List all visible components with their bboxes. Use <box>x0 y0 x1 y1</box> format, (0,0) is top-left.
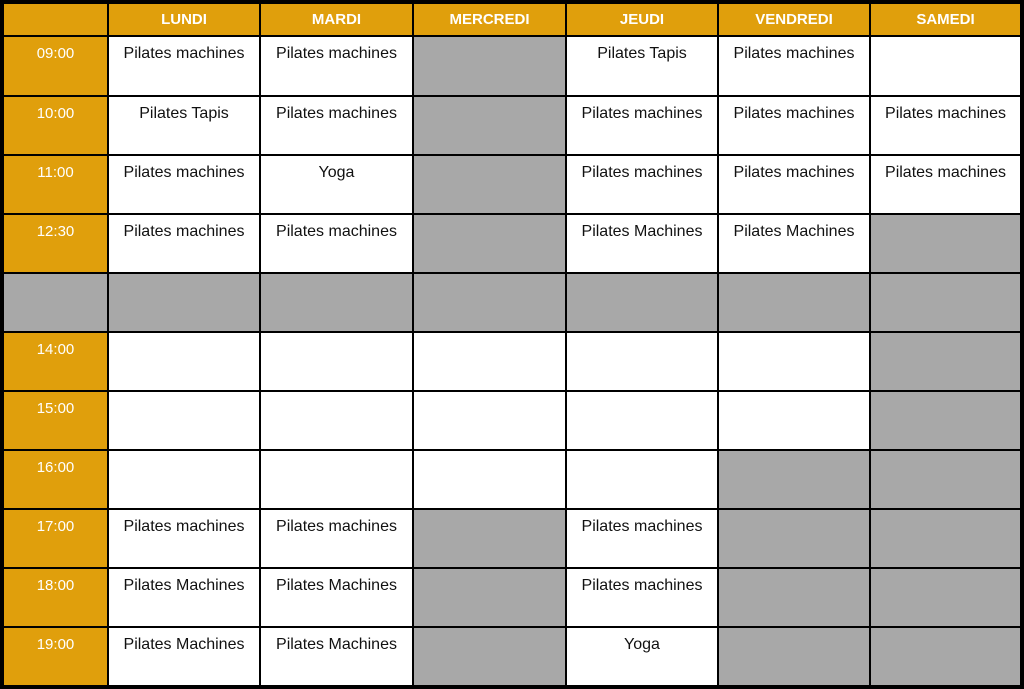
class-slot: Pilates machines <box>567 569 717 626</box>
empty-slot <box>567 451 717 508</box>
time-label: 16:00 <box>4 451 107 508</box>
closed-slot <box>414 215 565 272</box>
closed-slot <box>414 569 565 626</box>
class-slot: Pilates machines <box>567 156 717 213</box>
closed-slot <box>414 37 565 95</box>
closed-slot <box>871 451 1020 508</box>
closed-slot <box>414 156 565 213</box>
class-slot: Pilates Machines <box>109 628 259 685</box>
class-slot: Pilates machines <box>567 510 717 567</box>
class-slot: Pilates machines <box>109 37 259 95</box>
empty-slot <box>109 392 259 449</box>
class-slot: Pilates machines <box>719 156 869 213</box>
class-slot: Pilates machines <box>261 97 412 154</box>
class-slot: Pilates Machines <box>261 628 412 685</box>
class-slot: Pilates machines <box>871 97 1020 154</box>
closed-slot <box>567 274 717 331</box>
closed-slot <box>871 333 1020 390</box>
day-header-lundi: LUNDI <box>109 4 259 35</box>
closed-slot <box>719 628 869 685</box>
time-label: 11:00 <box>4 156 107 213</box>
time-label: 14:00 <box>4 333 107 390</box>
closed-slot <box>261 274 412 331</box>
class-slot: Pilates machines <box>261 510 412 567</box>
closed-slot <box>719 569 869 626</box>
day-header-mardi: MARDI <box>261 4 412 35</box>
time-label: 15:00 <box>4 392 107 449</box>
class-slot: Pilates Tapis <box>109 97 259 154</box>
empty-slot <box>261 451 412 508</box>
class-slot: Pilates machines <box>567 97 717 154</box>
time-label: 10:00 <box>4 97 107 154</box>
class-slot: Pilates machines <box>719 37 869 95</box>
class-slot: Pilates machines <box>261 215 412 272</box>
empty-slot <box>261 392 412 449</box>
empty-slot <box>261 333 412 390</box>
closed-slot <box>414 510 565 567</box>
empty-slot <box>719 392 869 449</box>
closed-slot <box>871 628 1020 685</box>
header-corner <box>4 4 107 35</box>
day-header-jeudi: JEUDI <box>567 4 717 35</box>
time-label: 12:30 <box>4 215 107 272</box>
class-slot: Pilates Machines <box>109 569 259 626</box>
closed-slot <box>109 274 259 331</box>
class-slot: Yoga <box>261 156 412 213</box>
class-slot: Yoga <box>567 628 717 685</box>
class-slot: Pilates Tapis <box>567 37 717 95</box>
class-slot: Pilates machines <box>109 510 259 567</box>
class-slot: Pilates machines <box>261 37 412 95</box>
closed-slot <box>719 510 869 567</box>
empty-slot <box>719 333 869 390</box>
closed-slot <box>871 569 1020 626</box>
empty-slot <box>414 392 565 449</box>
empty-slot <box>414 451 565 508</box>
closed-slot <box>414 97 565 154</box>
closed-slot <box>719 274 869 331</box>
empty-slot <box>414 333 565 390</box>
class-slot: Pilates Machines <box>261 569 412 626</box>
time-label: 09:00 <box>4 37 107 95</box>
empty-slot <box>567 392 717 449</box>
closed-slot <box>871 215 1020 272</box>
class-slot: Pilates machines <box>109 156 259 213</box>
time-label: 17:00 <box>4 510 107 567</box>
empty-slot <box>567 333 717 390</box>
class-slot: Pilates machines <box>719 97 869 154</box>
closed-slot <box>414 274 565 331</box>
day-header-vendredi: VENDREDI <box>719 4 869 35</box>
closed-slot <box>719 451 869 508</box>
day-header-mercredi: MERCREDI <box>414 4 565 35</box>
empty-slot <box>109 333 259 390</box>
time-label: 18:00 <box>4 569 107 626</box>
closed-slot <box>871 274 1020 331</box>
class-slot: Pilates Machines <box>567 215 717 272</box>
closed-slot <box>414 628 565 685</box>
day-header-samedi: SAMEDI <box>871 4 1020 35</box>
class-slot: Pilates Machines <box>719 215 869 272</box>
time-label: 19:00 <box>4 628 107 685</box>
break-row-label <box>4 274 107 331</box>
closed-slot <box>871 392 1020 449</box>
closed-slot <box>871 510 1020 567</box>
class-slot: Pilates machines <box>871 156 1020 213</box>
empty-slot <box>871 37 1020 95</box>
class-slot: Pilates machines <box>109 215 259 272</box>
empty-slot <box>109 451 259 508</box>
